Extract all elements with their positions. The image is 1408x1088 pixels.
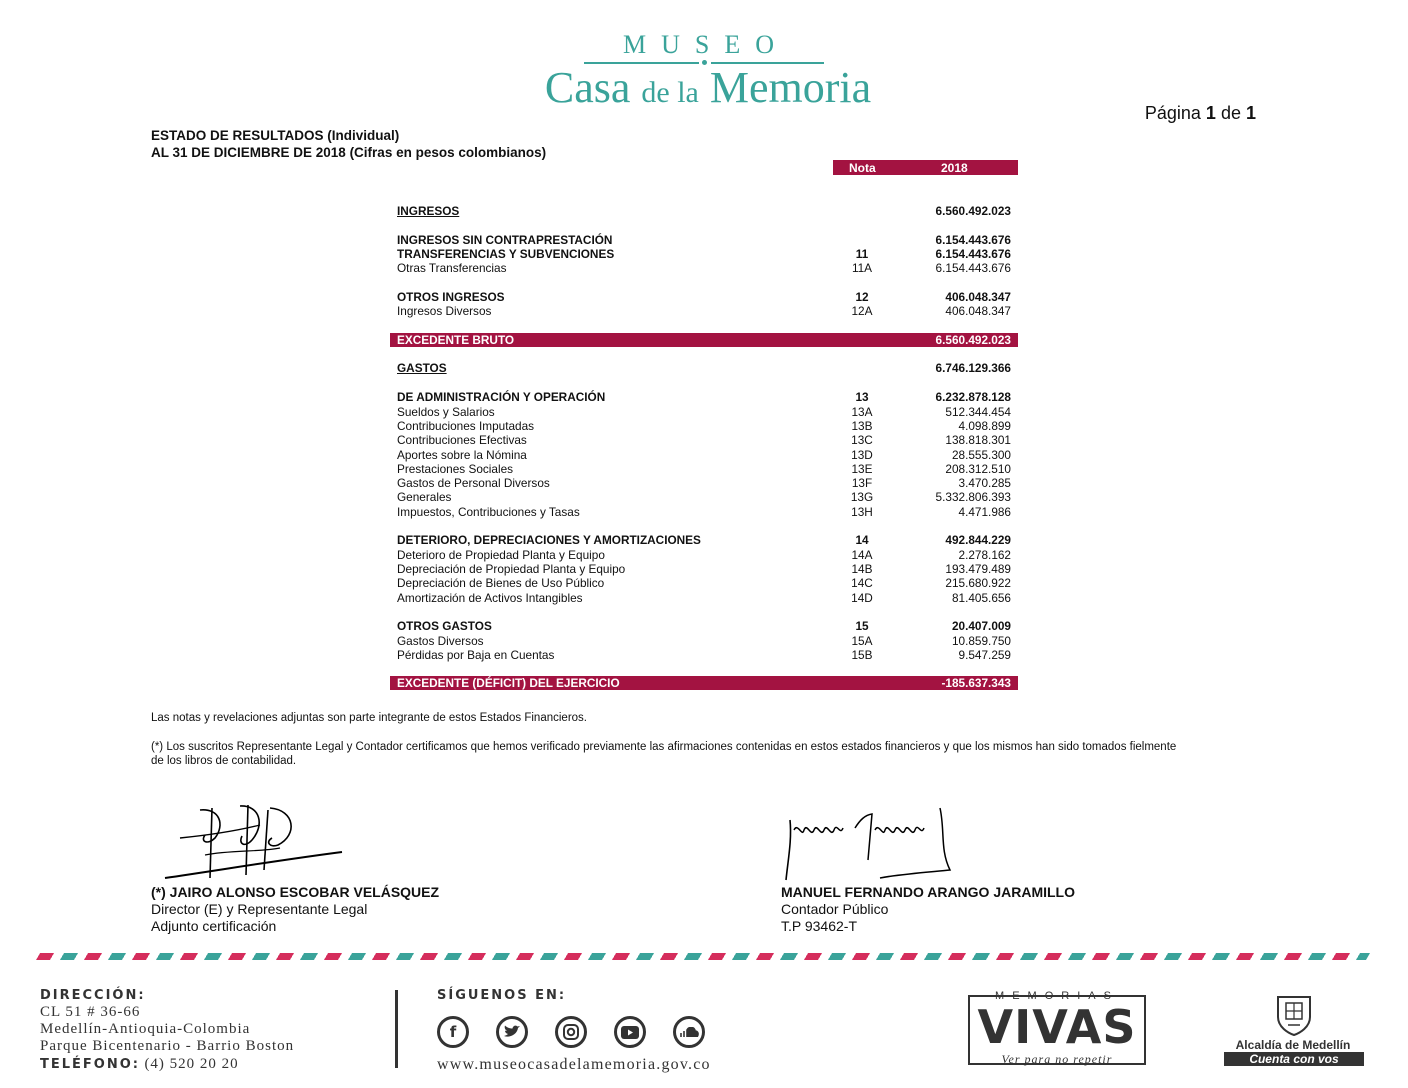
row-gastos: GASTOS 6.746.129.366 [397,361,1011,375]
row-ingresos: INGRESOS 6.560.492.023 [397,204,1011,218]
alcaldia-name: Alcaldía de Medellín [1235,1038,1351,1052]
memorias-vivas-subtitle: Ver para no repetir [1001,1052,1113,1066]
youtube-icon[interactable] [614,1016,646,1048]
row-otros-ingresos: OTROS INGRESOS 12 406.048.347 [397,290,1011,304]
page-number [1100,103,1256,124]
row-otras-transferencias: Otras Transferencias 11A 6.154.443.676 [397,261,1011,275]
row-excedente-deficit: EXCEDENTE (DÉFICIT) DEL EJERCICIO -185.637.343 [390,676,1018,690]
footer-phone [40,1055,239,1073]
footer-phone-number: (4) 520 20 20 [144,1056,239,1072]
footer-address-line1: CL 51 # 36-66 [40,1004,141,1020]
instagram-icon[interactable] [555,1016,587,1048]
logo-casa: Casa [544,63,631,112]
row-aportes-nomina: Aportes sobre la Nómina 13D 28.555.300 [397,448,1011,462]
signatory-left-name: (*) JAIRO ALONSO ESCOBAR VELÁSQUEZ [151,884,440,900]
column-header-bar [833,160,1018,175]
row-deterioro-depreciaciones: DETERIORO, DEPRECIACIONES Y AMORTIZACIONES 14 492.844.229 [397,533,1011,547]
footer-stripe [36,953,1370,960]
row-amortizacion-intangibles: Amortización de Activos Intangibles 14D 81.405.656 [397,591,1011,605]
col-year-header: 2018 [941,161,968,175]
row-ingresos-diversos: Ingresos Diversos 12A 406.048.347 [397,304,1011,318]
memorias-vivas-big-text: VIVAS [977,1000,1137,1054]
signatory-left-extra: Adjunto certificación [151,918,277,934]
note-integral: Las notas y revelaciones adjuntas son parte integrante de estos Estados Financieros. [151,712,587,724]
row-depreciacion-bienes-uso-publico: Depreciación de Bienes de Uso Público 14C 215.680.922 [397,576,1011,590]
signature-right-image [780,800,960,885]
row-depreciacion-ppe: Depreciación de Propiedad Planta y Equipo 14B 193.479.489 [397,562,1011,576]
footer-phone-label: TELÉFONO: [40,1057,140,1072]
row-deterioro-ppe: Deterioro de Propiedad Planta y Equipo 14A 2.278.162 [397,548,1011,562]
row-transferencias: TRANSFERENCIAS Y SUBVENCIONES 11 6.154.443.676 [397,247,1011,261]
signature-left-image [160,800,350,885]
row-ingresos-sin-contraprestacion: INGRESOS SIN CONTRAPRESTACIÓN 6.154.443.676 [397,233,1011,247]
row-gastos-diversos: Gastos Diversos 15A 10.859.750 [397,634,1011,648]
page-label: Página [1144,103,1201,123]
footer-website-link[interactable]: www.museocasadelamemoria.gov.co [437,1056,711,1073]
row-sueldos-salarios: Sueldos y Salarios 13A 512.344.454 [397,405,1011,419]
footer-separator [395,990,398,1068]
footer-follow-label: SÍGUENOS EN: [437,988,567,1003]
row-contribuciones-efectivas: Contribuciones Efectivas 13C 138.818.301 [397,433,1011,447]
alcaldia-slogan: Cuenta con vos [1224,1052,1364,1066]
logo-memoria: Memoria [709,63,872,112]
page-total: 1 [1245,103,1256,123]
row-administracion-operacion: DE ADMINISTRACIÓN Y OPERACIÓN 13 6.232.878.128 [397,390,1011,404]
row-contribuciones-imputadas: Contribuciones Imputadas 13B 4.098.899 [397,419,1011,433]
footer-address-line2: Medellín-Antioquia-Colombia [40,1021,251,1037]
note-certification-line2: de los libros de contabilidad. [151,755,297,767]
row-impuestos-contribuciones-tasas: Impuestos, Contribuciones y Tasas 13H 4.471.986 [397,505,1011,519]
row-prestaciones-sociales: Prestaciones Sociales 13E 208.312.510 [397,462,1011,476]
statement-title: ESTADO DE RESULTADOS (Individual) [151,128,400,143]
note-certification-line1: (*) Los suscritos Representante Legal y Contador certificamos que hemos verificado previamente las afirmaciones contenidas en estos estados financieros y que los mismos han sido tomados fielmente [151,741,1177,753]
footer-address-line3: Parque Bicentenario - Barrio Boston [40,1038,295,1054]
page-current: 1 [1205,103,1216,123]
alcaldia-shield-icon [1272,993,1316,1037]
signatory-left-role: Director (E) y Representante Legal [151,901,368,917]
row-excedente-bruto: EXCEDENTE BRUTO 6.560.492.023 [390,333,1018,347]
soundcloud-icon[interactable] [673,1016,705,1048]
statement-subtitle: AL 31 DE DICIEMBRE DE 2018 (Cifras en pesos colombianos) [151,145,547,160]
footer-address-label: DIRECCIÓN: [40,988,146,1003]
signatory-right-extra: T.P 93462-T [781,918,858,934]
facebook-icon[interactable]: f [437,1016,469,1048]
row-otros-gastos: OTROS GASTOS 15 20.407.009 [397,619,1011,633]
memorias-vivas-small-text: MEMORIAS [995,990,1119,1002]
signatory-right-role: Contador Público [781,901,889,917]
page-of: de [1220,103,1241,123]
logo-casa-de-la-memoria [508,62,908,113]
logo-museo: MUSEO [622,30,789,59]
row-perdidas-baja-cuentas: Pérdidas por Baja en Cuentas 15B 9.547.259 [397,648,1011,662]
col-nota-header: Nota [849,161,876,175]
row-generales: Generales 13G 5.332.806.393 [397,490,1011,504]
row-gastos-personal-diversos: Gastos de Personal Diversos 13F 3.470.285 [397,476,1011,490]
twitter-icon[interactable] [496,1016,528,1048]
logo-de-la: de la [641,76,699,109]
signatory-right-name: MANUEL FERNANDO ARANGO JARAMILLO [781,884,1075,900]
